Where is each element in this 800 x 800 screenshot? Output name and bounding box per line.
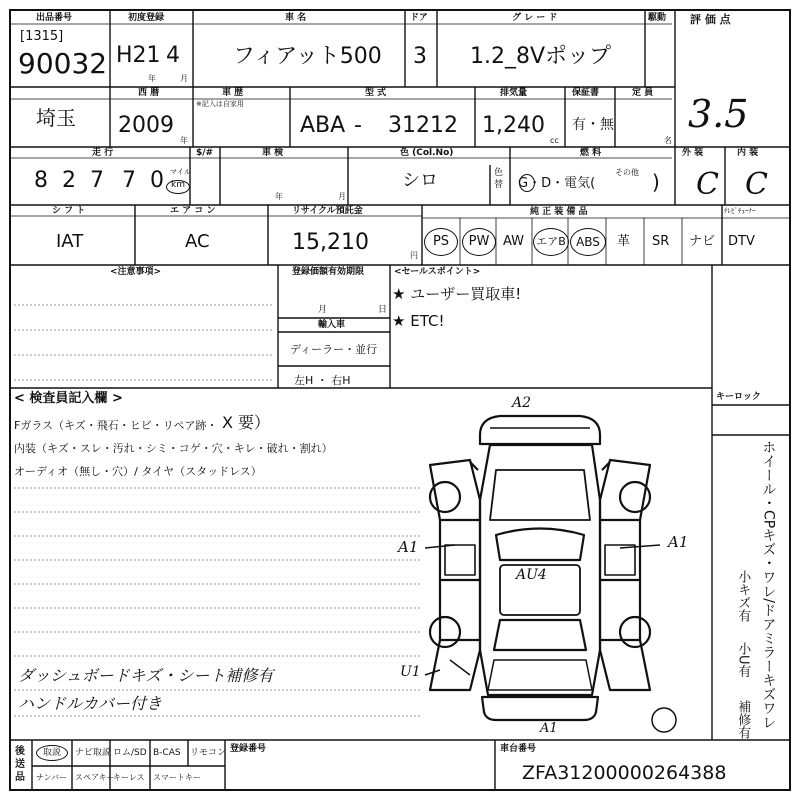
model-code: 31212: [388, 113, 458, 138]
equipment-pw: PW: [462, 228, 496, 256]
equipment-navi: ナビ: [689, 234, 716, 249]
first-reg-month-unit: 月: [180, 74, 188, 83]
equipment-leather: 革: [617, 234, 631, 249]
first-reg-year-unit: 年: [148, 74, 156, 83]
model-label: 型 式: [365, 88, 387, 98]
displacement-label: 排気量: [500, 88, 528, 98]
mileage-digit: 7: [90, 168, 104, 193]
inspection-label: 車 検: [262, 148, 284, 158]
equipment-ps: PS: [424, 228, 458, 256]
footer-item: スペアキー: [75, 773, 115, 782]
lot-bracket: [1315]: [20, 29, 64, 44]
mileage-digit: 7: [122, 168, 136, 193]
import-type: ディーラー・並行: [290, 343, 378, 356]
plate-label: 登録番号: [230, 744, 267, 754]
chassis-number: ZFA31200000264388: [522, 762, 727, 784]
equipment-label: 純 正 装 備 品: [530, 207, 588, 217]
lot-label: 出品番号: [36, 13, 73, 23]
damage-mark: A1: [540, 721, 558, 736]
footer-item: B-CAS: [153, 748, 181, 758]
footer-item: キーレス: [113, 773, 145, 782]
inspector-line1-mark: X 要）: [222, 413, 271, 432]
shift-label: シ フ ト: [52, 206, 86, 216]
vertical-note: ホイール・CPキズ・ワレ/ドアミラーキズワレ: [760, 440, 777, 729]
s-label: $/#: [196, 148, 214, 158]
mileage-mile: マイル: [170, 168, 191, 176]
recycle: 15,210: [292, 230, 369, 255]
history-note: ※記入は自家用: [196, 100, 244, 108]
damage-mark: A1: [668, 533, 689, 551]
damage-mark: A1: [398, 538, 419, 556]
lot-number: 90032: [18, 47, 108, 80]
footer-item: ナンバー: [36, 773, 68, 782]
mileage-digit: 0: [150, 168, 164, 193]
inspector-line1: Fガラス（キズ・飛石・ヒビ・リペア跡・: [14, 419, 218, 432]
year-label: 西 暦: [138, 88, 160, 98]
inspection-month: 月: [338, 192, 346, 201]
sales-point: ★ ETC!: [392, 312, 445, 330]
first-reg-month: 4: [166, 43, 180, 68]
year-unit: 年: [180, 136, 188, 145]
ac: AC: [185, 231, 210, 252]
doors: 3: [413, 44, 427, 69]
ac-label: エ ア コ ン: [170, 206, 216, 216]
model-prefix: ABA: [300, 113, 346, 138]
damage-mark: A2: [512, 395, 532, 411]
equipment-sr: SR: [652, 234, 670, 249]
damage-mark: AU4: [516, 567, 547, 583]
grade: 1.2_8Vポップ: [470, 44, 612, 69]
reg-month: 月: [318, 305, 328, 315]
fuel-options: G・D・電気(: [518, 176, 596, 191]
capacity-unit: 名: [664, 136, 672, 145]
equipment-airbag: エアB: [533, 228, 569, 256]
rating-label: 評 価 点: [690, 13, 731, 26]
reg-validity-label: 登録価額有効期限: [292, 267, 365, 277]
color: シロ: [402, 170, 438, 191]
door-label: ドア: [410, 13, 428, 23]
yen-unit: 円: [410, 251, 418, 260]
caution-label: <注意事項>: [110, 267, 162, 277]
inspection-year: 年: [275, 192, 283, 201]
handwritten-note: ハンドルカバー付き: [18, 694, 163, 713]
steering: 左H ・ 右H: [294, 374, 351, 387]
interior: C: [745, 167, 768, 202]
key-lock-label: キーロック: [716, 392, 761, 402]
chassis-label: 車台番号: [500, 744, 537, 754]
equipment-abs: ABS: [570, 228, 606, 256]
history-label: 車 歴: [222, 88, 244, 98]
drive-label: 駆動: [648, 13, 667, 23]
mileage-digit: 8: [34, 168, 48, 193]
mileage-digits: [34, 170, 171, 192]
footer-item: ロム/SD: [113, 748, 147, 758]
handwritten-note: ダッシュボードキズ・シート補修有: [18, 666, 274, 685]
vertical-sub: 小U有: [735, 642, 751, 678]
grade-label: グ レ ー ド: [512, 13, 558, 23]
footer-item: ナビ取説: [75, 748, 112, 758]
exterior-label: 外 装: [682, 148, 704, 158]
interior-label: 内 装: [737, 148, 759, 158]
sales-label: <セールスポイント>: [394, 267, 481, 277]
shift: IAT: [56, 231, 84, 252]
inspector-title: < 検査員記入欄 >: [14, 391, 123, 406]
vertical-sub: 小キズ有: [735, 570, 751, 622]
displacement: 1,240: [482, 113, 545, 138]
year: 2009: [118, 113, 174, 138]
tv-tuner-label: ﾃﾚﾋﾞﾁｭｰﾅｰ: [724, 207, 756, 215]
equipment-aw: AW: [503, 234, 525, 249]
mileage-digit: 2: [62, 168, 76, 193]
mileage-km: km: [166, 180, 190, 194]
model-dash: -: [354, 113, 362, 138]
fuel-gasoline-circle: [519, 174, 535, 192]
exterior: C: [696, 167, 719, 202]
equip-label: 後 送 品: [15, 746, 25, 783]
first-reg-era: H21: [116, 43, 161, 68]
inspector-line2: 内装（キズ・スレ・汚れ・シミ・コゲ・穴・キレ・破れ・割れ）: [14, 442, 333, 455]
vertical-sub: 補修有: [735, 700, 751, 739]
footer-item: 取説: [36, 745, 68, 761]
import-label: 輸入車: [318, 320, 346, 330]
cc-unit: cc: [550, 136, 559, 145]
car-name-label: 車 名: [285, 13, 307, 23]
fuel-other: その他: [615, 168, 639, 177]
sales-point: ★ ユーザー買取車!: [392, 285, 522, 303]
footer-item: スマートキー: [153, 773, 201, 782]
color-label: 色 (Col.No): [400, 148, 454, 158]
warranty-label: 保証書: [572, 88, 600, 98]
prefecture: 埼玉: [36, 106, 76, 130]
rating: 3.5: [688, 92, 749, 136]
mileage-label: 走 行: [92, 148, 114, 158]
equipment-dtv: DTV: [728, 234, 755, 249]
damage-mark: U1: [400, 664, 421, 680]
warranty: 有・無: [572, 117, 614, 133]
recycle-label: リサイクル預託金: [292, 206, 363, 216]
fuel-close: ): [652, 170, 660, 194]
car-name: フィアット500: [233, 44, 382, 69]
inspector-line3: オーディオ（無し・穴）/ タイヤ（スタッドレス）: [14, 465, 262, 478]
capacity-label: 定 員: [632, 88, 654, 98]
color-change-label: 色 替: [494, 168, 504, 190]
reg-day: 日: [378, 305, 388, 315]
first-reg-label: 初度登録: [128, 13, 165, 23]
footer-item: リモコン: [190, 748, 227, 758]
fuel-label: 燃 料: [580, 148, 602, 158]
